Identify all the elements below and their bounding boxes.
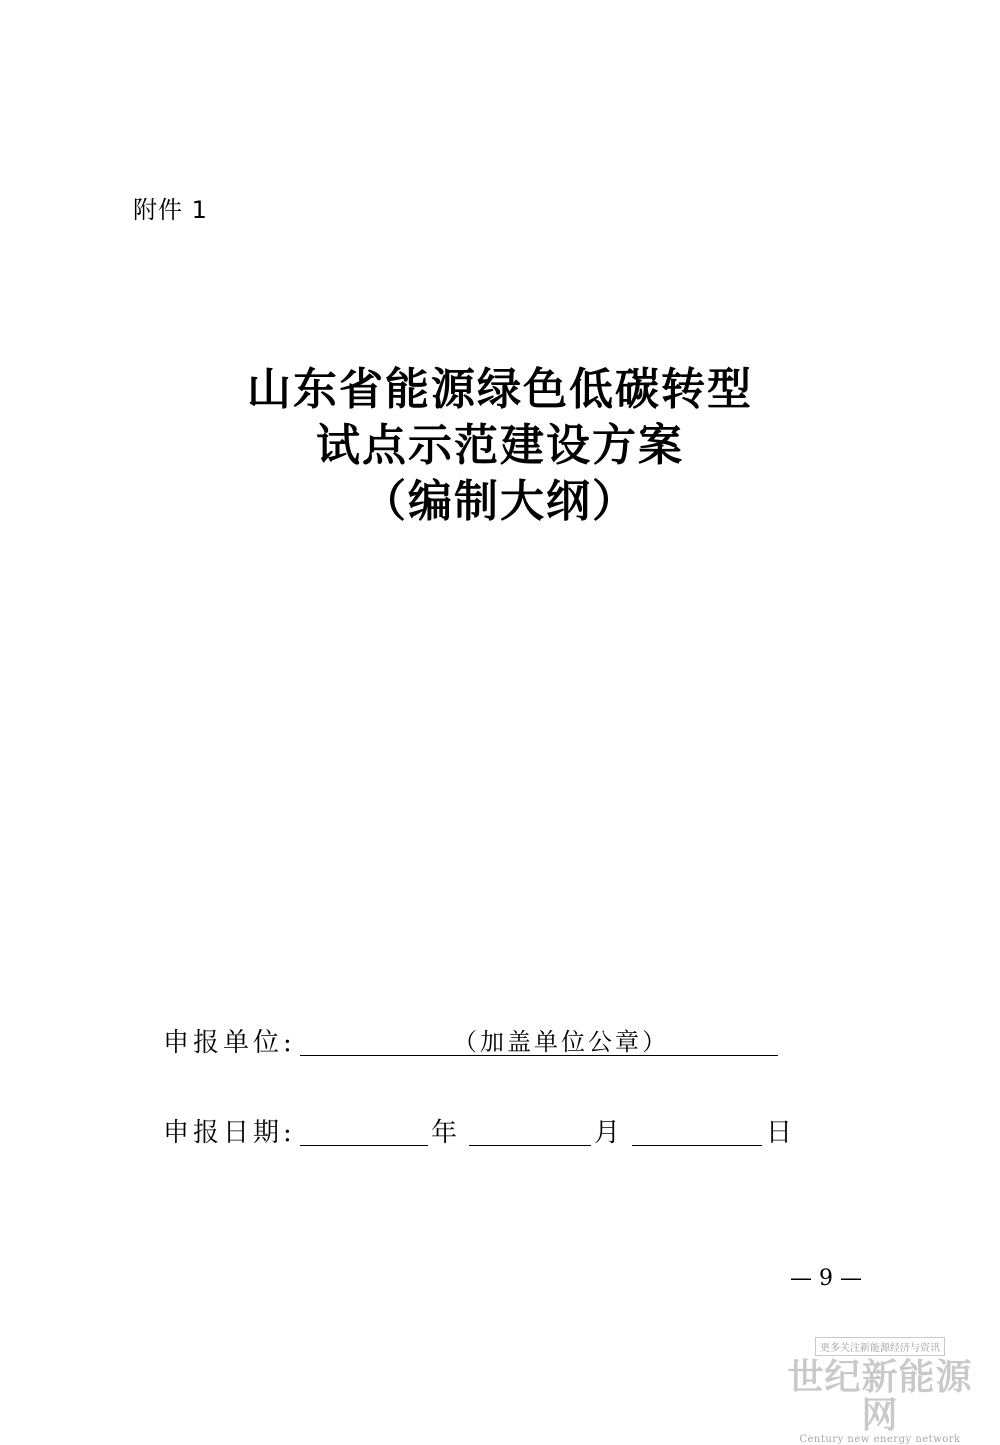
day-text: 日 bbox=[766, 1118, 797, 1148]
unit-stamp-note: （加盖单位公章） bbox=[453, 1028, 669, 1056]
applicant-unit-label: 申报单位: bbox=[163, 1028, 296, 1058]
attachment-label: 附件 1 bbox=[133, 196, 208, 224]
month-field[interactable] bbox=[469, 1145, 591, 1146]
day-field[interactable] bbox=[632, 1145, 762, 1146]
watermark-subtitle: Century new energy network bbox=[799, 1434, 961, 1445]
title-line-1: 山东省能源绿色低碳转型 bbox=[247, 364, 753, 415]
watermark-logo-text: 世纪新能源网 bbox=[787, 1356, 973, 1436]
applicant-unit-row bbox=[163, 1022, 783, 1062]
month-text: 月 bbox=[594, 1118, 625, 1148]
year-text: 年 bbox=[431, 1118, 462, 1148]
document-title bbox=[0, 362, 1000, 530]
page-number: — 9 — bbox=[790, 1266, 862, 1291]
application-date-label: 申报日期: bbox=[163, 1118, 296, 1148]
title-line-3: （编制大纲） bbox=[362, 476, 638, 527]
watermark-tagline: 更多关注新能源经济与资讯 bbox=[815, 1337, 945, 1356]
title-line-2: 试点示范建设方案 bbox=[316, 420, 684, 471]
watermark bbox=[775, 1336, 985, 1445]
year-field[interactable] bbox=[300, 1145, 428, 1146]
application-date-row bbox=[163, 1112, 803, 1152]
